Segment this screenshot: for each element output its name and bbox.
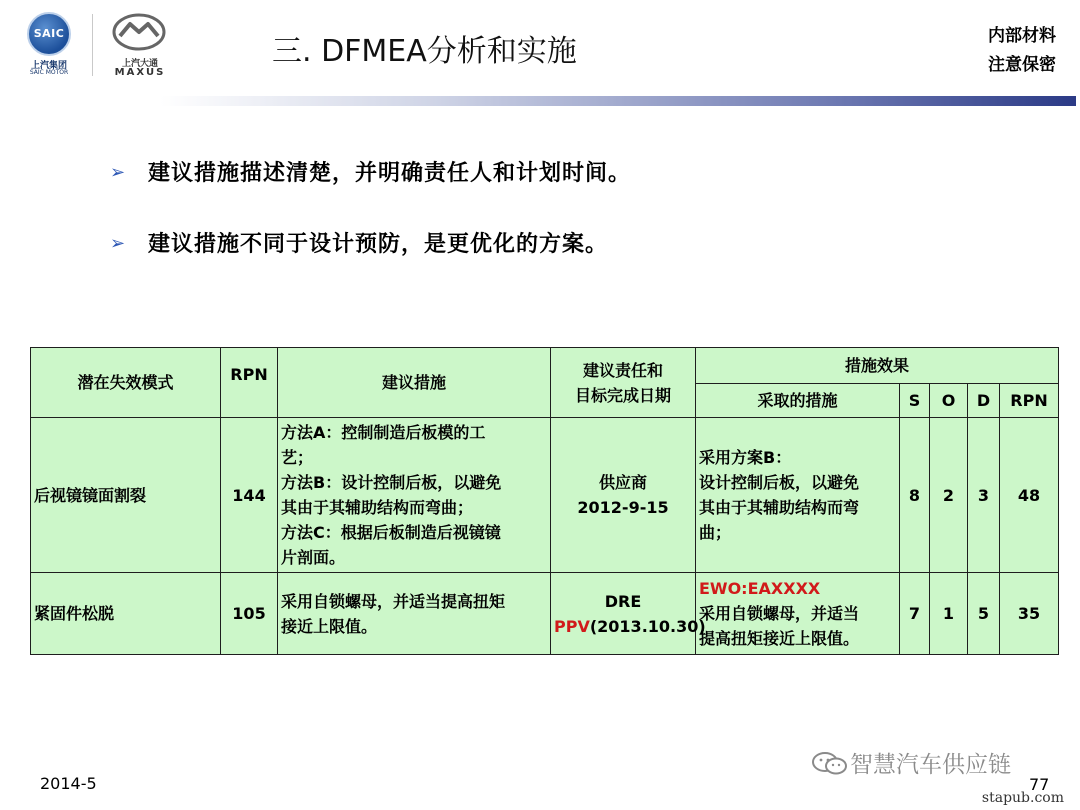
header-action-taken: 采取的措施 (696, 384, 900, 418)
cell-rpn: 105 (221, 573, 278, 655)
cell-action-taken (696, 573, 900, 655)
cell-o: 2 (930, 418, 968, 573)
taken-line: 采用方案B： (699, 448, 792, 467)
page-number: 77 (1029, 775, 1050, 794)
wechat-icon (810, 750, 850, 776)
responsibility-date: 2012-9-15 (577, 498, 669, 517)
responsibility-owner: 供应商 (598, 473, 647, 492)
cell-o: 1 (930, 573, 968, 655)
watermark (810, 746, 1011, 779)
action-line: 接近上限值。 (281, 616, 378, 636)
action-line: 采用自锁螺母，并适当提高扭矩 (281, 591, 506, 611)
header-responsibility-line-1: 建议责任和 (582, 360, 663, 380)
header-d: D (968, 384, 1000, 418)
header-rpn-new: RPN (1000, 384, 1059, 418)
saic-badge-text: SAIC (33, 27, 65, 40)
table-row (31, 418, 1059, 573)
responsibility-owner: DRE (604, 591, 642, 611)
ewo-number: EWO:EAXXXX (699, 579, 821, 598)
cell-failure-mode: 紧固件松脱 (31, 573, 221, 655)
cell-recommended-action (278, 418, 551, 573)
taken-line: 设计控制后板，以避免 (699, 473, 860, 492)
maxus-logo (104, 12, 176, 78)
bullet-arrow-icon: ➢ (110, 162, 127, 183)
header-gradient-bar (160, 96, 1076, 106)
header-failure-mode: 潜在失效模式 (31, 348, 221, 418)
ppv-label: PPV (554, 616, 590, 636)
cell-s: 7 (900, 573, 930, 655)
dfmea-table (30, 347, 1059, 655)
taken-line: 采用自锁螺母，并适当 (699, 604, 860, 623)
header-effect: 措施效果 (696, 348, 1059, 384)
saic-logo (18, 12, 80, 78)
action-line: 其由于其辅助结构而弯曲； (281, 498, 474, 517)
confidential-line-1: 内部材料 (988, 26, 1056, 46)
cell-responsibility (551, 573, 706, 655)
taken-line: 其由于其辅助结构而弯 (699, 498, 860, 517)
bullet-text: 建议措施不同于设计预防，是更优化的方案。 (148, 232, 609, 257)
watermark-text: 智慧汽车供应链 (850, 752, 1011, 778)
cell-d: 5 (968, 573, 1000, 655)
table-row (31, 573, 1059, 655)
cell-failure-mode: 后视镜镜面割裂 (31, 418, 221, 573)
saic-logo-cn: 上汽集团 (30, 61, 67, 71)
action-line: 片剖面。 (281, 548, 346, 567)
cell-rpn-new: 48 (1000, 418, 1059, 573)
saic-badge-icon (27, 12, 71, 56)
confidential-label (988, 22, 1056, 80)
cell-rpn-new: 35 (1000, 573, 1059, 655)
taken-line: 曲； (699, 523, 732, 542)
header-o: O (930, 384, 968, 418)
action-line: 艺； (281, 448, 314, 467)
cell-recommended-action (278, 573, 551, 655)
action-line: 方法B：设计控制后板，以避免 (281, 473, 502, 492)
action-line: 方法A：控制制造后板模的工 (281, 423, 486, 442)
cell-rpn: 144 (221, 418, 278, 573)
cell-responsibility (551, 418, 696, 573)
cell-d: 3 (968, 418, 1000, 573)
header-recommended-action: 建议措施 (278, 348, 551, 418)
maxus-logo-en: MAXUS (114, 67, 166, 78)
slide-title: 三. DFMEA分析和实施 (272, 34, 577, 69)
footer-date: 2014-5 (40, 774, 97, 793)
site-watermark: stapub.com (981, 790, 1064, 806)
saic-logo-en: SAIC MOTOR (29, 69, 69, 76)
cell-s: 8 (900, 418, 930, 573)
bullet-text: 建议措施描述清楚，并明确责任人和计划时间。 (148, 161, 632, 186)
header-s: S (900, 384, 930, 418)
logo-divider (92, 14, 93, 76)
responsibility-date (554, 614, 706, 639)
header-responsibility (551, 348, 696, 418)
ppv-date: (2013.10.30) (589, 616, 706, 636)
confidential-line-2: 注意保密 (988, 55, 1056, 75)
maxus-logo-cn: 上汽大通 (121, 59, 158, 69)
taken-line: 提高扭矩接近上限值。 (699, 629, 860, 648)
action-line: 方法C：根据后板制造后视镜镜 (281, 523, 501, 542)
table-header-row (31, 348, 1059, 384)
maxus-emblem-icon (112, 12, 166, 52)
header-responsibility-line-2: 目标完成日期 (574, 385, 671, 405)
bullet-item (110, 227, 608, 258)
bullet-arrow-icon: ➢ (110, 233, 127, 254)
cell-action-taken (696, 418, 900, 573)
header-rpn: RPN (221, 348, 278, 418)
bullet-item (110, 156, 631, 187)
